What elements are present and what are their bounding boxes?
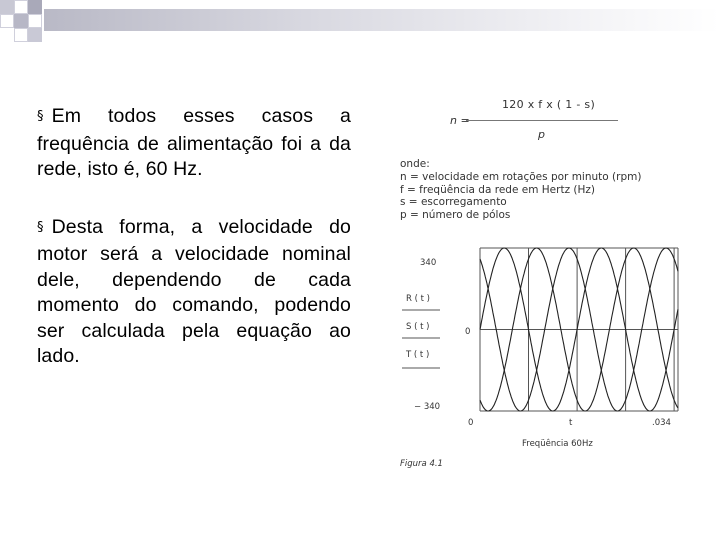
definition-item: f = freqüência da rede em Hertz (Hz)	[400, 183, 596, 196]
chart-grid	[480, 248, 678, 411]
deco-square	[0, 0, 14, 14]
deco-square	[14, 14, 28, 28]
series-label-t: T ( t )	[406, 350, 430, 360]
bullet-item	[37, 104, 351, 183]
bullet-text-1: Em todos esses casos a frequência de alimentação foi a da rede, isto é, 60 Hz.	[37, 105, 351, 180]
deco-square	[28, 28, 42, 42]
fraction-line	[466, 120, 618, 121]
bullet-marker: §	[37, 219, 44, 235]
deco-square	[14, 28, 28, 42]
figure-caption: Figura 4.1	[400, 459, 443, 469]
deco-square	[28, 14, 42, 28]
y-tick-label-min: − 340	[414, 402, 441, 412]
series-label-s: S ( t )	[406, 322, 430, 332]
definition-item: n = velocidade em rotações por minuto (rpm)	[400, 170, 642, 183]
formula-lhs: n =	[450, 114, 470, 127]
y-tick-label-zero: 0	[465, 327, 471, 337]
x-axis-label: Freqüência 60Hz	[522, 439, 593, 449]
deco-square	[14, 0, 28, 14]
definition-item: s = escorregamento	[400, 196, 507, 209]
speed-formula	[396, 92, 632, 152]
formula-denominator: p	[538, 128, 545, 141]
header-gradient-bar	[44, 9, 720, 31]
three-phase-chart	[396, 236, 696, 472]
bullet-item	[37, 215, 351, 370]
deco-square	[0, 14, 14, 28]
bullet-marker: §	[37, 109, 44, 124]
x-tick-label-end: .034	[652, 418, 671, 428]
series-label-r: R ( t )	[406, 294, 430, 304]
formula-numerator: 120 x f x ( 1 - s)	[502, 98, 596, 111]
x-tick-label-mid: t	[569, 418, 573, 428]
x-tick-label-start: 0	[468, 418, 474, 428]
definition-item: p = número de pólos	[400, 209, 511, 222]
formula-definitions	[400, 158, 641, 222]
definitions-heading: onde:	[400, 158, 430, 170]
deco-square	[28, 0, 42, 14]
y-tick-label-max: 340	[420, 258, 437, 268]
bullet-text-2: Desta forma, a velocidade do motor será a velocidade nominal dele, dependendo de cada momento do comando, podendo ser calculada pela equação ao lado.	[37, 215, 351, 367]
bullet-list	[37, 104, 351, 402]
header-decoration	[0, 0, 720, 48]
